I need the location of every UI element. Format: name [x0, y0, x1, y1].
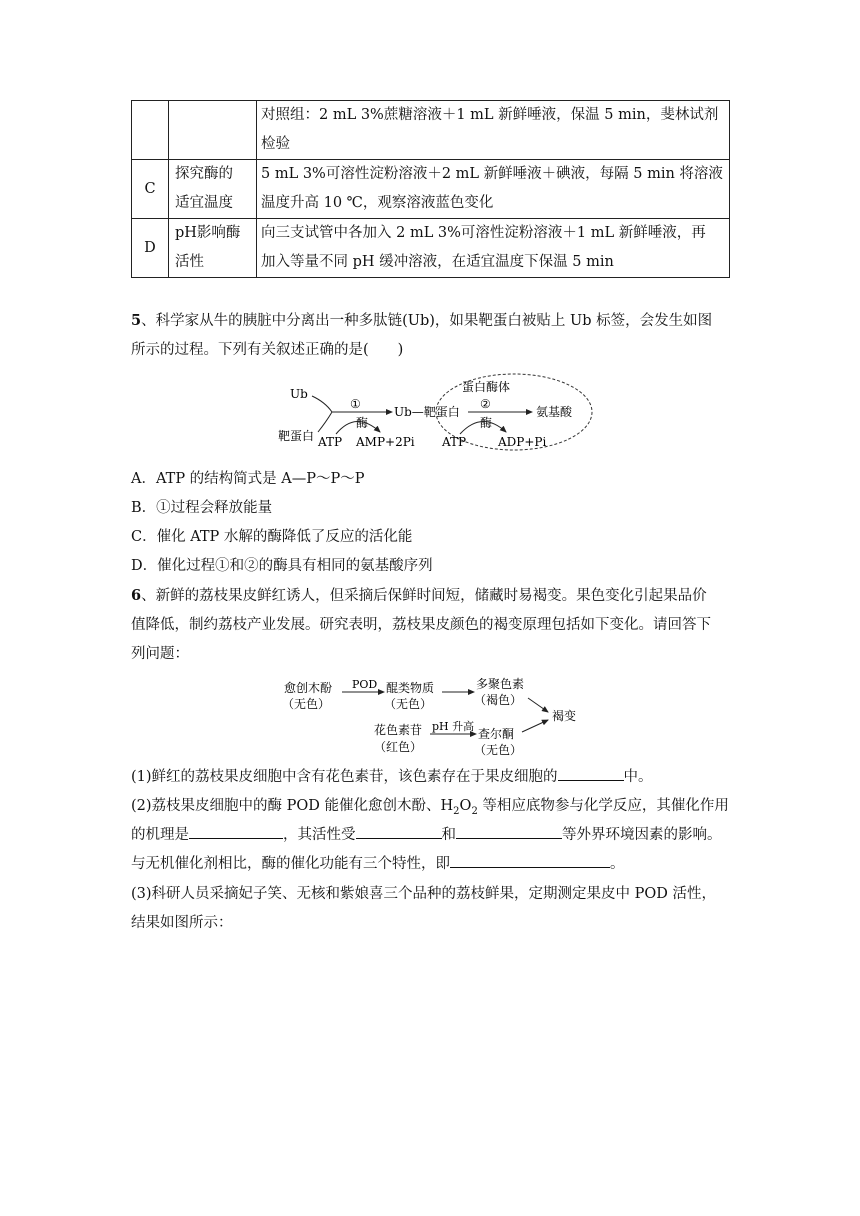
label-proteasome: 蛋白酶体 [462, 380, 511, 394]
row-topic [169, 219, 257, 278]
label-enzyme-1: 酶 [356, 416, 369, 430]
sub3-line: 结果如图所示： [131, 915, 233, 931]
content-line: 向三支试管中各加入 2 mL 3%可溶性淀粉溶液＋1 mL 新鲜唾液，再 [261, 225, 706, 241]
question-5-stem [131, 306, 731, 365]
topic-line: 适宜温度 [175, 195, 233, 211]
content-line: 对照组：2 mL 3%蔗糖溶液＋1 mL 新鲜唾液，保温 5 min，斐林试剂 [261, 107, 719, 123]
label-polymer-color: （褐色） [474, 693, 523, 707]
sub2-text: 的机理是 [131, 827, 189, 843]
row-content [257, 160, 730, 219]
sub-question-2 [131, 792, 731, 879]
content-line: 加入等量不同 pH 缓冲溶液，在适宜温度下保温 5 min [261, 254, 614, 270]
chalcone-to-browning-arrow [522, 720, 548, 732]
option-a[interactable]: A．ATP 的结构简式是 A—P～P～P [131, 471, 365, 487]
label-browning: 褐变 [552, 709, 577, 723]
question-6-stem [131, 581, 731, 669]
row-content [257, 101, 730, 160]
label-step-2: ② [480, 397, 491, 411]
label-quinone-color: （无色） [384, 697, 433, 711]
sub2-line [131, 850, 731, 879]
sub2-text: 等相应底物参与化学反应，其催化作用 [477, 798, 729, 814]
sub2-line [131, 792, 731, 821]
table-row [132, 160, 730, 219]
label-enzyme-2: 酶 [480, 416, 493, 430]
sub2-text: ，其活性受 [283, 827, 356, 843]
sub2-text: 和 [441, 827, 456, 843]
label-amino-acid: 氨基酸 [536, 405, 573, 419]
sub2-line [131, 821, 731, 850]
experiment-table [131, 100, 730, 278]
label-adp: ADP+Pi [498, 435, 547, 449]
label-ph-rise: pH 升高 [432, 720, 475, 733]
answer-blank-2[interactable] [189, 822, 283, 839]
content-line: 检验 [261, 136, 290, 152]
content-line: 温度升高 10 ℃，观察溶液蓝色变化 [261, 195, 494, 211]
sub-question-3 [131, 880, 731, 938]
question-sep: 、 [141, 588, 156, 604]
label-anthocyanin: 花色素苷 [374, 723, 423, 737]
sub2-text: 与无机催化剂相比，酶的催化功能有三个特性，即 [131, 856, 450, 872]
row-content [257, 219, 730, 278]
option-d[interactable]: D．催化过程①和②的酶具有相同的氨基酸序列 [131, 558, 433, 574]
label-ub-target-complex: Ub—靶蛋白 [394, 405, 460, 419]
option-b[interactable]: B．①过程会释放能量 [131, 500, 273, 516]
sub2-text: 等外界环境因素的影响。 [562, 827, 722, 843]
label-quinone: 醌类物质 [386, 681, 435, 695]
label-chalcone: 查尔酮 [478, 727, 515, 741]
label-atp-1: ATP [318, 435, 343, 449]
stem-text: 新鲜的荔枝果皮鲜红诱人，但采摘后保鲜时间短，储藏时易褐变。果色变化引起果品价 [155, 588, 707, 604]
h2o2-o: O [459, 798, 472, 814]
topic-line: 活性 [175, 254, 204, 270]
stem-line: 列问题： [131, 646, 189, 662]
answer-blank-4[interactable] [456, 822, 562, 839]
stem-text: 科学家从牛的胰脏中分离出一种多肽链(Ub)，如果靶蛋白被贴上 Ub 标签，会发生如图 [155, 313, 713, 329]
sub-question-1 [131, 763, 731, 792]
stem-line [131, 581, 731, 611]
label-chalcone-color: （无色） [474, 743, 523, 757]
stem-line: 所示的过程。下列有关叙述正确的是( ) [131, 342, 404, 358]
sub3-line: (3)科研人员采摘妃子笑、无核和紫娘喜三个品种的荔枝鲜果，定期测定果皮中 POD 活性， [131, 886, 717, 902]
sub2-text: 。 [610, 856, 625, 872]
row-topic [169, 101, 257, 160]
question-number: 5 [131, 312, 142, 329]
sub1-after: 中。 [623, 769, 653, 785]
content-line: 5 mL 3%可溶性淀粉溶液＋2 mL 新鲜唾液＋碘液，每隔 5 min 将溶液 [261, 166, 723, 182]
answer-blank-3[interactable] [356, 822, 442, 839]
sub1-before: (1)鲜红的荔枝果皮细胞中含有花色素苷，该色素存在于果皮细胞的 [131, 769, 558, 785]
question-number: 6 [131, 587, 142, 604]
row-letter: C [132, 160, 169, 219]
label-atp-2: ATP [442, 435, 467, 449]
answer-blank-1[interactable] [558, 764, 624, 781]
ubiquitin-diagram [270, 370, 600, 460]
label-ub: Ub [290, 387, 308, 401]
question-sep: 、 [141, 313, 156, 329]
label-amp: AMP+2Pi [356, 435, 415, 449]
label-guaiacol: 愈创木酚 [284, 681, 333, 695]
row-letter: D [132, 219, 169, 278]
table-row [132, 101, 730, 160]
label-step-1: ① [350, 397, 361, 411]
stem-line: 值降低，制约荔枝产业发展。研究表明，荔枝果皮颜色的褐变原理包括如下变化。请回答下 [131, 617, 711, 633]
row-letter [132, 101, 169, 160]
label-target-protein: 靶蛋白 [278, 429, 315, 443]
row-topic [169, 160, 257, 219]
h2o2-subscript: 2 [471, 805, 478, 817]
polymer-to-browning-arrow [528, 698, 548, 712]
sub2-text: (2)荔枝果皮细胞中的酶 POD 能催化愈创木酚、H [131, 798, 454, 814]
option-c[interactable]: C．催化 ATP 水解的酶降低了反应的活化能 [131, 529, 413, 545]
browning-diagram [280, 676, 600, 758]
h2o2-subscript: 2 [453, 805, 460, 817]
merge-line [318, 412, 332, 432]
label-anthocyanin-color: （红色） [374, 740, 423, 754]
topic-line: 探究酶的 [175, 166, 233, 182]
label-pod: POD [352, 678, 378, 691]
topic-line: pH影响酶 [175, 225, 241, 241]
label-polymer: 多聚色素 [476, 677, 525, 691]
answer-blank-5[interactable] [450, 851, 610, 868]
stem-line [131, 306, 731, 336]
table-row [132, 219, 730, 278]
label-guaiacol-color: （无色） [282, 697, 331, 711]
